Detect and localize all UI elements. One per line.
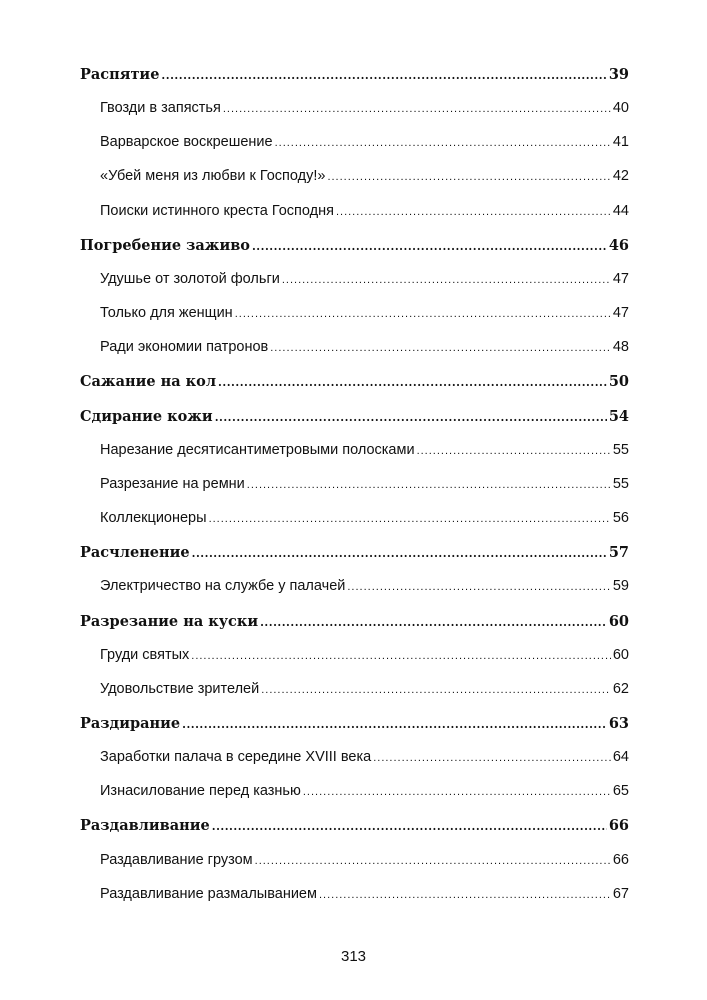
entry-page-number: 55 bbox=[612, 475, 629, 492]
entry-page-number: 60 bbox=[608, 612, 629, 630]
toc-section-entry bbox=[80, 852, 629, 886]
entry-title: Изнасилование перед казнью bbox=[100, 783, 301, 800]
entry-page-number: 42 bbox=[612, 168, 629, 185]
toc-chapter-entry bbox=[80, 66, 629, 100]
entry-title: Только для женщин bbox=[100, 305, 233, 322]
entry-title: Раздавливание грузом bbox=[100, 851, 253, 868]
dot-leader bbox=[223, 100, 611, 116]
dot-leader bbox=[347, 578, 610, 594]
dot-leader bbox=[212, 817, 607, 834]
dot-leader bbox=[336, 203, 611, 219]
toc-chapter-entry bbox=[80, 237, 629, 271]
entry-page-number: 47 bbox=[612, 270, 629, 287]
entry-page-number: 64 bbox=[612, 749, 629, 766]
entry-title: Расчленение bbox=[80, 544, 190, 562]
entry-page-number: 60 bbox=[612, 646, 629, 663]
entry-title: Ради экономии патронов bbox=[100, 339, 269, 356]
entry-title: Раздирание bbox=[80, 714, 181, 732]
dot-leader bbox=[215, 408, 607, 425]
entry-title: Нарезание десятисантиметровыми полосками bbox=[100, 441, 415, 458]
toc-section-entry bbox=[80, 783, 629, 817]
entry-page-number: 47 bbox=[612, 305, 629, 322]
dot-leader bbox=[260, 613, 607, 630]
dot-leader bbox=[235, 305, 611, 321]
dot-leader bbox=[191, 647, 611, 663]
entry-title: Сдирание кожи bbox=[80, 407, 213, 425]
toc-chapter-entry bbox=[80, 373, 629, 407]
dot-leader bbox=[161, 66, 606, 83]
toc-section-entry bbox=[80, 749, 629, 783]
toc-section-entry bbox=[80, 476, 629, 510]
entry-title: Варварское воскрешение bbox=[100, 134, 273, 151]
entry-page-number: 44 bbox=[612, 202, 629, 219]
entry-page-number: 65 bbox=[612, 783, 629, 800]
entry-title: Электричество на службе у палачей bbox=[100, 578, 346, 595]
entry-title: Удовольствие зрителей bbox=[100, 680, 260, 697]
dot-leader bbox=[282, 271, 611, 287]
toc-chapter-entry bbox=[80, 544, 629, 578]
toc-section-entry bbox=[80, 681, 629, 715]
dot-leader bbox=[192, 544, 607, 561]
dot-leader bbox=[218, 373, 607, 390]
entry-title: Коллекционеры bbox=[100, 510, 207, 527]
dot-leader bbox=[255, 852, 611, 868]
entry-page-number: 46 bbox=[608, 236, 629, 254]
page-number: 313 bbox=[340, 948, 367, 965]
entry-page-number: 54 bbox=[608, 407, 629, 425]
toc-section-entry bbox=[80, 134, 629, 168]
entry-page-number: 57 bbox=[608, 544, 629, 562]
entry-title: Удушье от золотой фольги bbox=[100, 270, 280, 287]
entry-title: Разрезание на ремни bbox=[100, 475, 245, 492]
entry-page-number: 56 bbox=[612, 510, 629, 527]
toc-section-entry bbox=[80, 510, 629, 544]
toc-section-entry bbox=[80, 203, 629, 237]
dot-leader bbox=[182, 715, 607, 732]
table-of-contents bbox=[80, 66, 629, 920]
toc-chapter-entry bbox=[80, 408, 629, 442]
toc-section-entry bbox=[80, 339, 629, 373]
entry-title: Разрезание на куски bbox=[80, 612, 259, 630]
dot-leader bbox=[209, 510, 611, 526]
toc-section-entry bbox=[80, 886, 629, 920]
dot-leader bbox=[373, 749, 611, 765]
toc-section-entry bbox=[80, 100, 629, 134]
dot-leader bbox=[261, 681, 611, 697]
dot-leader bbox=[417, 442, 611, 458]
entry-title: Раздавливание размалыванием bbox=[100, 885, 317, 902]
entry-title: Гвозди в запястья bbox=[100, 100, 221, 117]
entry-title: «Убей меня из любви к Господу!» bbox=[100, 168, 326, 185]
dot-leader bbox=[303, 783, 611, 799]
toc-section-entry bbox=[80, 168, 629, 202]
toc-section-entry bbox=[80, 271, 629, 305]
entry-title: Распятие bbox=[80, 66, 160, 83]
toc-chapter-entry bbox=[80, 715, 629, 749]
entry-title: Груди святых bbox=[100, 646, 190, 663]
entry-page-number: 62 bbox=[612, 680, 629, 697]
toc-section-entry bbox=[80, 647, 629, 681]
entry-page-number: 67 bbox=[612, 885, 629, 902]
entry-title: Поиски истинного креста Господня bbox=[100, 202, 334, 219]
entry-page-number: 55 bbox=[612, 441, 629, 458]
dot-leader bbox=[327, 168, 610, 184]
entry-page-number: 41 bbox=[612, 134, 629, 151]
dot-leader bbox=[270, 339, 611, 355]
toc-chapter-entry bbox=[80, 613, 629, 647]
dot-leader bbox=[319, 886, 611, 902]
entry-page-number: 48 bbox=[612, 339, 629, 356]
entry-title: Погребение заживо bbox=[80, 236, 250, 254]
entry-title: Сажание на кол bbox=[80, 373, 217, 391]
dot-leader bbox=[252, 237, 607, 254]
toc-section-entry bbox=[80, 442, 629, 476]
entry-page-number: 39 bbox=[608, 66, 629, 83]
dot-leader bbox=[275, 134, 611, 150]
entry-page-number: 66 bbox=[608, 817, 629, 835]
entry-page-number: 50 bbox=[608, 373, 629, 391]
entry-title: Раздавливание bbox=[80, 817, 210, 835]
entry-page-number: 63 bbox=[608, 714, 629, 732]
entry-page-number: 40 bbox=[612, 100, 629, 117]
entry-title: Заработки палача в середине XVIII века bbox=[100, 749, 372, 766]
toc-section-entry bbox=[80, 578, 629, 612]
dot-leader bbox=[247, 476, 611, 492]
entry-page-number: 66 bbox=[612, 851, 629, 868]
toc-section-entry bbox=[80, 305, 629, 339]
entry-page-number: 59 bbox=[612, 578, 629, 595]
toc-chapter-entry bbox=[80, 817, 629, 851]
